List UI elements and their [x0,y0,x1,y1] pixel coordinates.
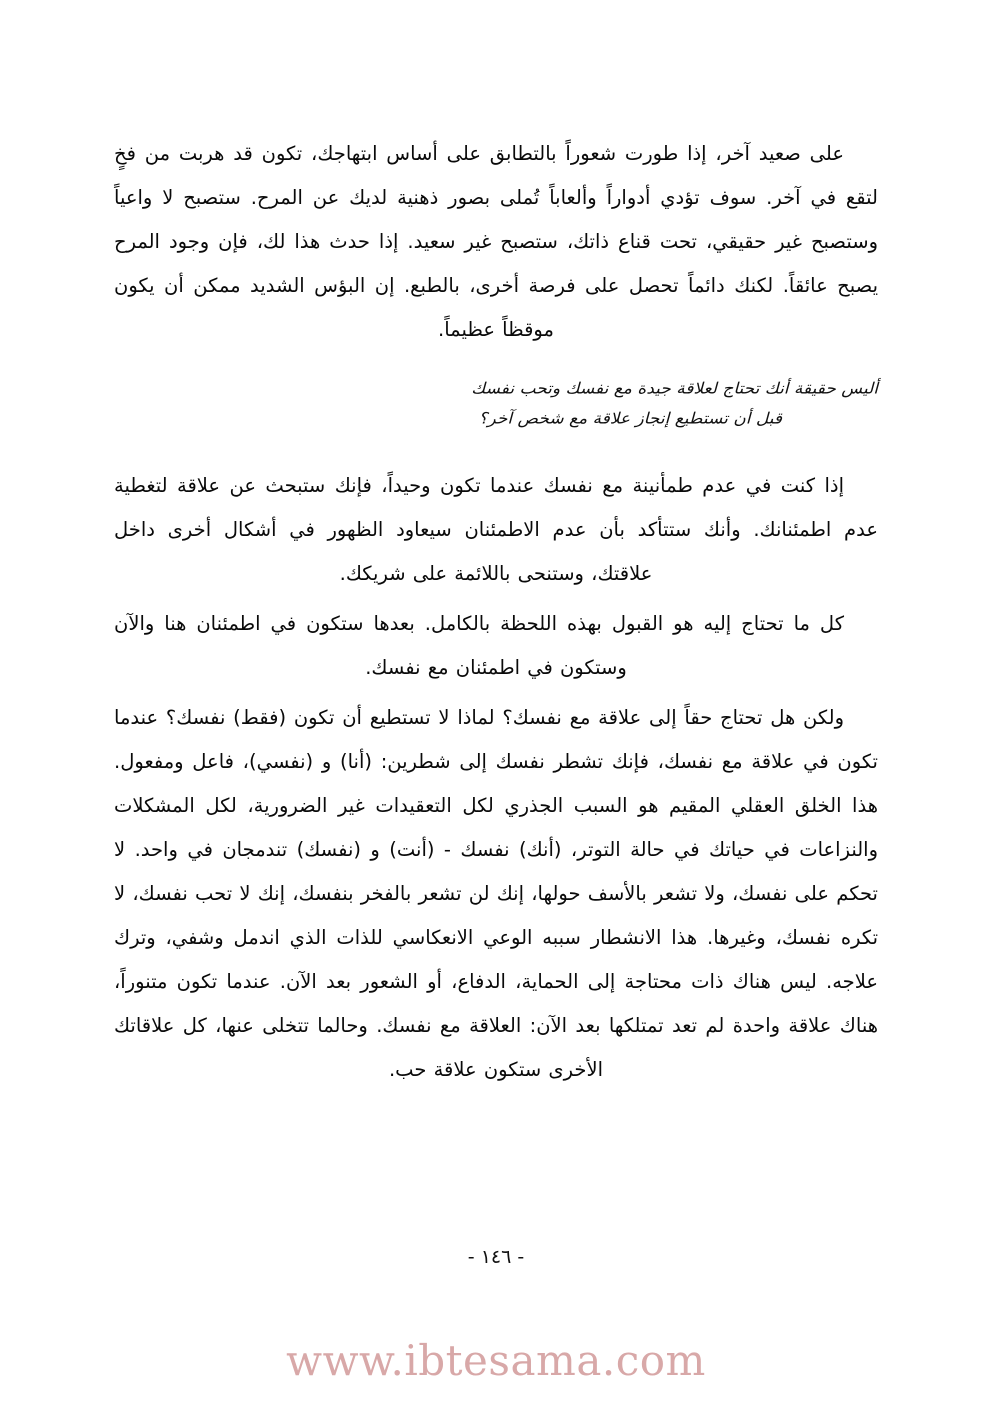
body-paragraph-3: كل ما تحتاج إليه هو القبول بهذه اللحظة بالكامل. بعدها ستكون في اطمئنان هنا والآن وستكون في اطمئنان مع نفسك. [114,612,844,679]
pull-quote-line-2: قبل أن تستطيع إنجاز علاقة مع شخص آخر؟ [478,409,782,429]
page-number: - ١٤٦ - [467,1246,525,1268]
body-paragraph-2: إذا كنت في عدم طمأنينة مع نفسك عندما تكون وحيداً، فإنك ستبحث عن علاقة لتغطية عدم اطمئنانك. وأنك ستتأكد بأن عدم الاطمئنان سيعاود الظهور في أشكال أخرى داخل علاقتك، وستنحى باللائمة على شريكك. [114,474,878,585]
body-paragraph-4: ولكن هل تحتاج حقاً إلى علاقة مع نفسك؟ لماذا لا تستطيع أن تكون (فقط) نفسك؟ عندما تكون في علاقة مع نفسك، فإنك تشطر نفسك إلى شطرين: (أنا) و (نفسي)، فاعل ومفعول. هذا الخلق العقلي المقيم هو السبب الجذري لكل التعقيدات غير الضرورية، لكل المشكلات والنزاعات في حياتك في حالة التوتر، (أنك) نفسك - (أنت) و (نفسك) تندمجان في واحد. لا تحكم على نفسك، ولا تشعر بالأسف حولها، إنك لن تشعر بالفخر بنفسك، إنك لا تحب نفسك، لا تكره نفسك، وغيرها. هذا الانشطار سببه الوعي الانعكاسي للذات الذي اندمل وشفي، وترك علاجه. ليس هناك ذات محتاجة إلى الحماية، الدفاع، أو الشعور بعد الآن. عندما تكون متنوراً، هناك علاقة واحدة لم تعد تمتلكها بعد الآن: العلاقة مع نفسك. وحالما تتخلى عنها، كل علاقاتك الأخرى ستكون علاقة حب. [114,706,878,1081]
page-content [114,132,878,1092]
body-paragraph-1: على صعيد آخر، إذا طورت شعوراً بالتطابق على أساس ابتهاجك، تكون قد هربت من فخٍ لتقع في آخر. سوف تؤدي أدواراً وألعاباً تُملى بصور ذهنية لديك عن المرح. ستصبح لا واعياً وستصبح غير حقيقي، تحت قناع ذاتك، ستصبح غير سعيد. إذا حدث هذا لك، فإن وجود المرح يصبح عائقاً. لكنك دائماً تحصل على فرصة أخرى، بالطبع. إن البؤس الشديد ممكن أن يكون موقظاً عظيماً. [114,142,878,341]
site-watermark: www.ibtesama.com [286,1336,706,1385]
spacer-after-quote [114,434,878,464]
pull-quote-line-1: أليس حقيقة أنك تحتاج لعلاقة جيدة مع نفسك وتحب نفسك [471,379,878,399]
spacer-before-quote [114,352,878,374]
pull-quote [114,374,878,434]
